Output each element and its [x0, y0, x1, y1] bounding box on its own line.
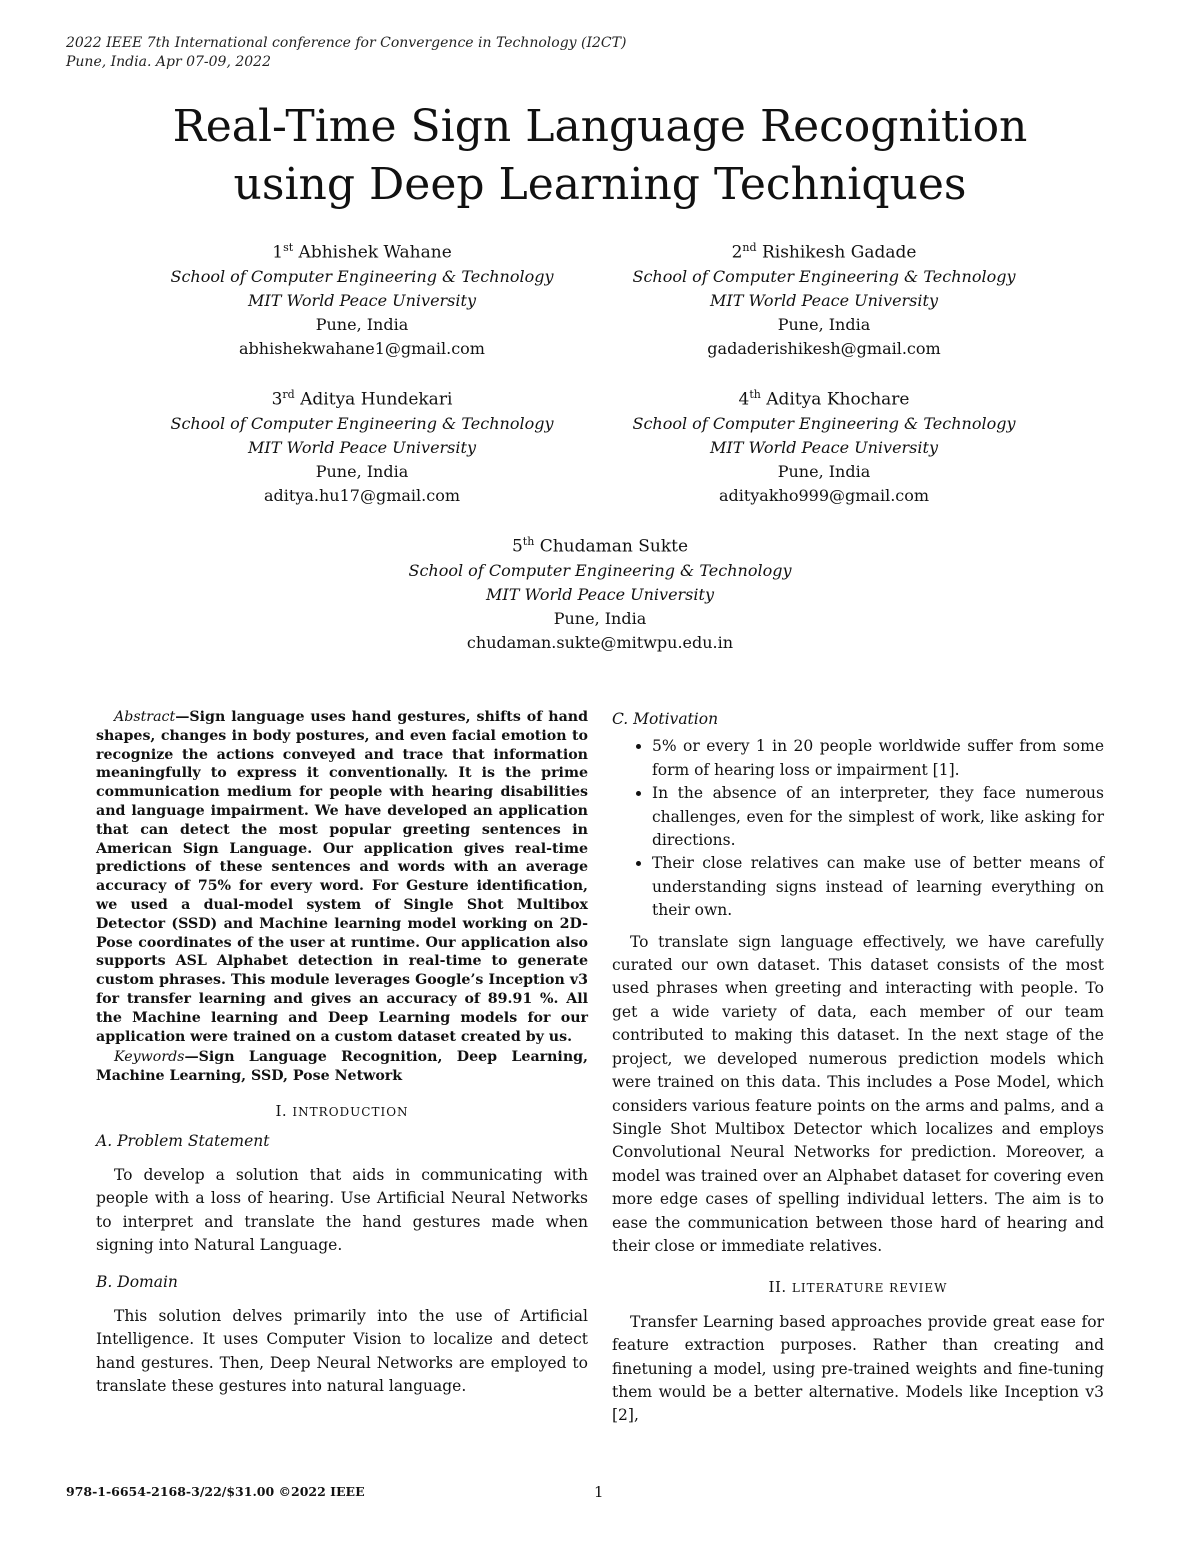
right-column	[612, 708, 1104, 1436]
keywords: Keywords—Sign Language Recognition, Deep Learning, Machine Learning, SSD, Pose Network	[96, 1049, 588, 1085]
literature-review-text: Transfer Learning based approaches provide great ease for feature extraction purposes. Rather than creating and finetuning a model, using pre-trained weights and fine-tuning them would be a better alternative. Models like Inception v3 [2],	[612, 1312, 1104, 1425]
abstract-text: Sign language uses hand gestures, shifts of hand shapes, changes in body postures, and even facial emotion to recognize the actions conveyed and trace that information meaningfully to express it conventionally. It is the prime communication medium for people with hearing disabilities and language impairment. We have developed an application that can detect the most popular greeting sentences in American Sign Language. Our application gives real-time predictions of these sentences and words with an average accuracy of 75% for every word. For Gesture identification, we used a dual-model system of Single Shot Multibox Detector (SSD) and Machine learning model working on 2D-Pose coordinates of the user at runtime. Our application also supports ASL Alphabet detection in real-time to generate custom phrases. This module leverages Google’s Inception v3 for transfer learning and gives an accuracy of 89.91 %. All the Machine learning and Deep Learning models for our application were trained on a custom dataset created by us.	[96, 709, 588, 1045]
author-university: MIT World Peace University	[486, 584, 714, 604]
author-location: Pune, India	[315, 461, 409, 481]
author-name: 1st Abhishek Wahane	[272, 241, 452, 263]
list-item: • Their close relatives can make use of better means of understanding signs instead of learning everything on their own.	[652, 852, 1104, 922]
problem-statement-text: To develop a solution that aids in communicating with people with a loss of hearing. Use Artificial Neural Networks to interpret and translate the hand gestures made when signing into Natural Language.	[96, 1165, 588, 1254]
author-name: 3rd Aditya Hundekari	[271, 388, 453, 410]
list-item: • 5% or every 1 in 20 people worldwide suffer from some form of hearing loss or impairment [1].	[652, 735, 1104, 782]
left-column	[96, 708, 588, 1406]
author-location: Pune, India	[553, 608, 647, 628]
author-email: gadaderishikesh@gmail.com	[707, 338, 941, 358]
author-school: School of Computer Engineering & Technology	[632, 266, 1016, 286]
paper-title-line-1: Real-Time Sign Language Recognition	[172, 101, 1028, 152]
abstract: Abstract—Sign language uses hand gestures, shifts of hand shapes, changes in body postures, and even facial emotion to recognize the actions conveyed and trace that information meaningfully to express it conventionally. It is the prime communication medium for people with hearing disabilities and language impairment. We have developed an application that can detect the most popular greeting sentences in American Sign Language. Our application gives real-time predictions of these sentences and words with an average accuracy of 75% for every word. For Gesture identification, we used a dual-model system of Single Shot Multibox Detector (SSD) and Machine learning model working on 2D-Pose coordinates of the user at runtime. Our application also supports ASL Alphabet detection in real-time to generate custom phrases. This module leverages Google’s Inception v3 for transfer learning and gives an accuracy of 89.91 %. All the Machine learning and Deep Learning models for our application were trained on a custom dataset created by us.	[96, 709, 588, 1045]
author-university: MIT World Peace University	[248, 437, 476, 457]
author-school: School of Computer Engineering & Technology	[408, 560, 792, 580]
author-name: 4th Aditya Khochare	[738, 388, 910, 410]
author-school: School of Computer Engineering & Technology	[170, 266, 554, 286]
author-university: MIT World Peace University	[710, 437, 938, 457]
paper-title	[0, 98, 1200, 214]
author-school: School of Computer Engineering & Technology	[170, 413, 554, 433]
domain-text: This solution delves primarily into the use of Artificial Intelligence. It uses Computer Vision to localize and detect hand gestures. Then, Deep Neural Networks are employed to translate these gestures into natural language.	[96, 1306, 588, 1395]
subsection-heading-motivation: C. Motivation	[612, 710, 719, 728]
paper-title-line-2: using Deep Learning Techniques	[233, 159, 967, 210]
author-location: Pune, India	[777, 314, 871, 334]
author-university: MIT World Peace University	[248, 290, 476, 310]
author-name: 2nd Rishikesh Gadade	[731, 241, 917, 263]
author-block	[584, 236, 1064, 361]
conference-name: 2022 IEEE 7th International conference for Convergence in Technology (I2CT)	[66, 35, 627, 51]
page-number: 1	[594, 1483, 604, 1501]
motivation-list	[612, 735, 1104, 922]
section-heading-literature-review: II. LITERATURE REVIEW	[768, 1278, 948, 1297]
copyright-notice: 978-1-6654-2168-3/22/$31.00 ©2022 IEEE	[66, 1484, 365, 1499]
author-block	[360, 530, 840, 655]
keywords-text: Sign Language Recognition, Deep Learning, Machine Learning, SSD, Pose Network	[96, 1049, 588, 1085]
author-school: School of Computer Engineering & Technology	[632, 413, 1016, 433]
author-university: MIT World Peace University	[710, 290, 938, 310]
author-email: aditya.hu17@gmail.com	[264, 485, 460, 505]
keywords-label: Keywords	[114, 1049, 185, 1066]
author-location: Pune, India	[315, 314, 409, 334]
author-location: Pune, India	[777, 461, 871, 481]
author-block	[122, 383, 602, 508]
abstract-label: Abstract	[114, 709, 176, 725]
author-email: adityakho999@gmail.com	[718, 485, 930, 505]
author-name: 5th Chudaman Sukte	[511, 535, 689, 557]
author-block	[122, 236, 602, 361]
conference-header	[66, 34, 626, 72]
subsection-heading-problem-statement: A. Problem Statement	[96, 1132, 270, 1151]
motivation-text: To translate sign language effectively, we have carefully curated our own dataset. This dataset consists of the most used phrases when greeting and interacting with people. To get a wide variety of data, each member of our team contributed to making this dataset. In the next stage of the project, we developed numerous prediction models which were trained on this data. This includes a Pose Model, which considers various feature points on the arms and palms, and a Single Shot Multibox Detector which localizes and employs Convolutional Neural Networks for prediction. Moreover, a model was trained over an Alphabet dataset for covering even more edge cases of spelling individual letters. The aim is to ease the communication between those hard of hearing and their close or immediate relatives.	[612, 932, 1104, 1255]
conference-location-date: Pune, India. Apr 07-09, 2022	[66, 54, 271, 70]
author-block	[584, 383, 1064, 508]
section-heading-introduction: I. INTRODUCTION	[275, 1101, 409, 1120]
subsection-heading-domain: B. Domain	[96, 1273, 178, 1292]
list-item: • In the absence of an interpreter, they face numerous challenges, even for the simplest of work, like asking for directions.	[652, 782, 1104, 852]
author-email: abhishekwahane1@gmail.com	[239, 338, 485, 358]
author-email: chudaman.sukte@mitwpu.edu.in	[466, 632, 734, 652]
